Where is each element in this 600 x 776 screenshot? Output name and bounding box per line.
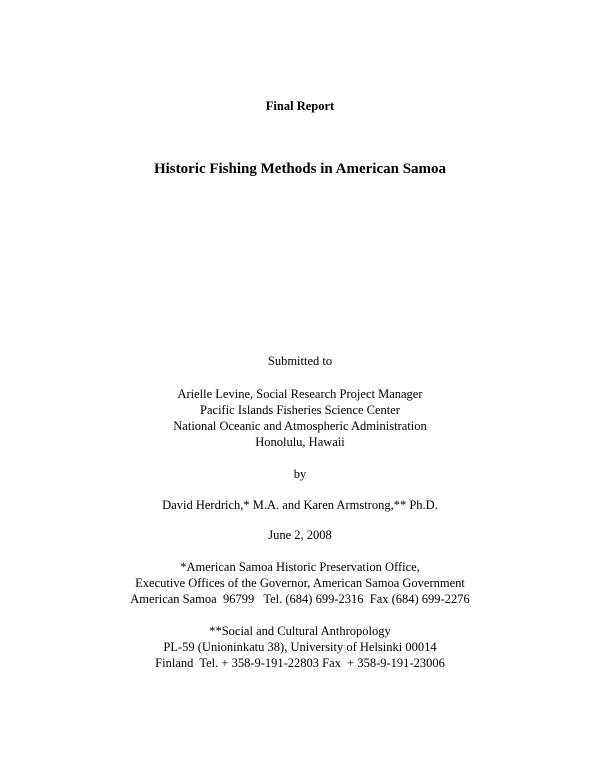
report-date: June 2, 2008 bbox=[268, 528, 332, 542]
affiliation-second-line-1: **Social and Cultural Anthropology bbox=[209, 624, 391, 638]
recipient-location-line: Honolulu, Hawaii bbox=[255, 435, 345, 449]
recipient-name-line: Arielle Levine, Social Research Project Manager bbox=[177, 387, 423, 401]
affiliation-second-line-3: Finland Tel. + 358-9-191-22803 Fax + 358-9-191-23006 bbox=[155, 656, 445, 670]
authors: David Herdrich,* M.A. and Karen Armstrong,** Ph.D. bbox=[162, 498, 438, 512]
submitted-to: Submitted to bbox=[267, 354, 333, 368]
report-title: Historic Fishing Methods in American Samoa bbox=[153, 161, 447, 177]
affiliation-second-line-2: PL-59 (Unioninkatu 38), University of Helsinki 00014 bbox=[163, 640, 437, 654]
affiliation-first-line-1: *American Samoa Historic Preservation Office, bbox=[180, 560, 420, 574]
recipient-agency-line: National Oceanic and Atmospheric Administration bbox=[173, 419, 427, 433]
recipient-center-line: Pacific Islands Fisheries Science Center bbox=[200, 403, 400, 417]
affiliation-first-line-3: American Samoa 96799 Tel. (684) 699-2316 Fax (684) 699-2276 bbox=[130, 592, 470, 606]
affiliation-first-line-2: Executive Offices of the Governor, American Samoa Government bbox=[135, 576, 465, 590]
by-label: by bbox=[293, 467, 307, 481]
report-label: Final Report bbox=[265, 99, 335, 113]
